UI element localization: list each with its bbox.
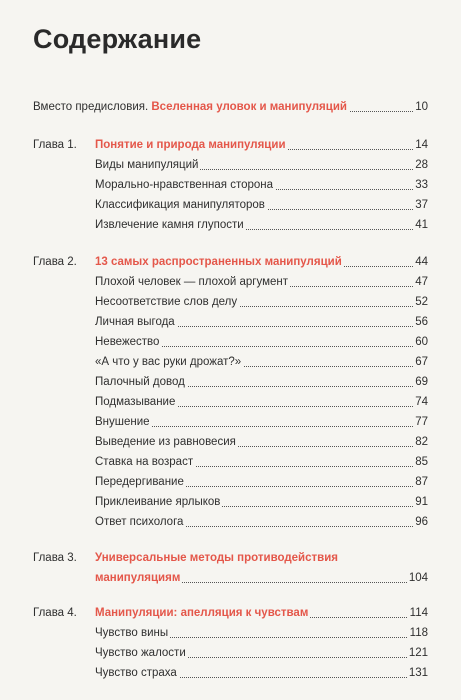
page-title: Содержание xyxy=(33,24,202,54)
toc-entry-label: Чувство вины xyxy=(95,624,170,642)
toc-page-number: 41 xyxy=(413,216,428,234)
toc-page-number: 96 xyxy=(413,513,428,531)
chapter-title: Понятие и природа манипуляции xyxy=(95,136,288,154)
toc-entry-label: Классификация манипуляторов xyxy=(95,196,267,214)
toc-row xyxy=(0,433,461,451)
toc-entry-label: Приклеивание ярлыков xyxy=(95,493,222,511)
toc-page-number: 28 xyxy=(413,156,428,174)
toc-page-number: 104 xyxy=(407,569,428,587)
toc-row xyxy=(0,493,461,511)
toc-page-number: 87 xyxy=(413,473,428,491)
toc-entry-label: Подмазывание xyxy=(95,393,177,411)
toc-entry-label: Несоответствие слов делу xyxy=(95,293,239,311)
toc-page-number: 85 xyxy=(413,453,428,471)
toc-row xyxy=(0,176,461,194)
toc-page-number: 114 xyxy=(408,604,428,622)
toc-page-number: 91 xyxy=(413,493,428,511)
chapter-label: Глава 1. xyxy=(33,139,77,151)
toc-row xyxy=(0,313,461,331)
toc-page-number: 131 xyxy=(407,664,428,682)
toc-entry-label: Ответ психолога xyxy=(95,513,185,531)
toc-row xyxy=(0,373,461,391)
toc-row xyxy=(0,453,461,471)
chapter-title-continued: манипуляциям xyxy=(95,569,182,587)
toc-row xyxy=(0,196,461,214)
toc-page-number: 118 xyxy=(408,624,428,642)
toc-entry-label: Вместо предисловия. Вселенная уловок и манипуляций xyxy=(33,98,349,116)
toc-row-chapter-2 xyxy=(0,253,461,271)
toc-entry-label: Извлечение камня глупости xyxy=(95,216,246,234)
toc-page-number: 44 xyxy=(413,253,428,271)
toc-entry-label: «А что у вас руки дрожат?» xyxy=(95,353,243,371)
chapter-label: Глава 2. xyxy=(33,256,77,268)
toc-entry-label: Выведение из равновесия xyxy=(95,433,238,451)
toc-entry-label: Морально-нравственная сторона xyxy=(95,176,275,194)
toc-page-number: 37 xyxy=(413,196,428,214)
chapter-label: Глава 4. xyxy=(33,607,77,619)
toc-page-number: 77 xyxy=(413,413,428,431)
toc-row xyxy=(0,273,461,291)
toc-row-chapter-1 xyxy=(0,136,461,154)
toc-page-number: 60 xyxy=(413,333,428,351)
toc-page-number: 14 xyxy=(413,136,428,154)
toc-page-number: 67 xyxy=(413,353,428,371)
toc-row-chapter-4 xyxy=(0,604,461,622)
toc-row xyxy=(0,513,461,531)
toc-page-number: 52 xyxy=(413,293,428,311)
toc-page-number: 69 xyxy=(413,373,428,391)
chapter-title: 13 самых распространенных манипуляций xyxy=(95,253,344,271)
toc-row-chapter-3 xyxy=(0,549,461,567)
toc-page-number: 82 xyxy=(413,433,428,451)
toc-page-number: 56 xyxy=(413,313,428,331)
toc-entry-label: Виды манипуляций xyxy=(95,156,200,174)
toc-page-number: 33 xyxy=(413,176,428,194)
toc-entry-label: Чувство страха xyxy=(95,664,179,682)
toc-row xyxy=(0,473,461,491)
toc-row xyxy=(0,413,461,431)
toc-entry-label: Чувство жалости xyxy=(95,644,188,662)
chapter-label: Глава 3. xyxy=(33,552,77,564)
chapter-title: Манипуляции: апелляция к чувствам xyxy=(95,604,310,622)
toc-row xyxy=(0,216,461,234)
toc-row-preface xyxy=(0,98,461,116)
toc-entry-label: Невежество xyxy=(95,333,161,351)
toc-entry-label: Плохой человек — плохой аргумент xyxy=(95,273,290,291)
toc-entry-label: Личная выгода xyxy=(95,313,177,331)
toc-row xyxy=(0,644,461,662)
toc-entry-label: Палочный довод xyxy=(95,373,187,391)
toc-page-number: 74 xyxy=(413,393,428,411)
toc-entry-label: Внушение xyxy=(95,413,152,431)
toc-entry-label: Передергивание xyxy=(95,473,186,491)
toc-row xyxy=(0,333,461,351)
toc-row xyxy=(0,664,461,682)
toc-row xyxy=(0,156,461,174)
toc-page-number: 47 xyxy=(413,273,428,291)
toc-row xyxy=(0,624,461,642)
toc-entry-label: Ставка на возраст xyxy=(95,453,195,471)
toc-row xyxy=(0,293,461,311)
toc-page-number: 10 xyxy=(413,98,428,116)
chapter-title: Универсальные методы противодействия xyxy=(95,549,340,567)
toc-row xyxy=(0,393,461,411)
toc-page-number: 121 xyxy=(407,644,428,662)
toc-row xyxy=(0,353,461,371)
toc-row-chapter-3-cont xyxy=(0,569,461,587)
